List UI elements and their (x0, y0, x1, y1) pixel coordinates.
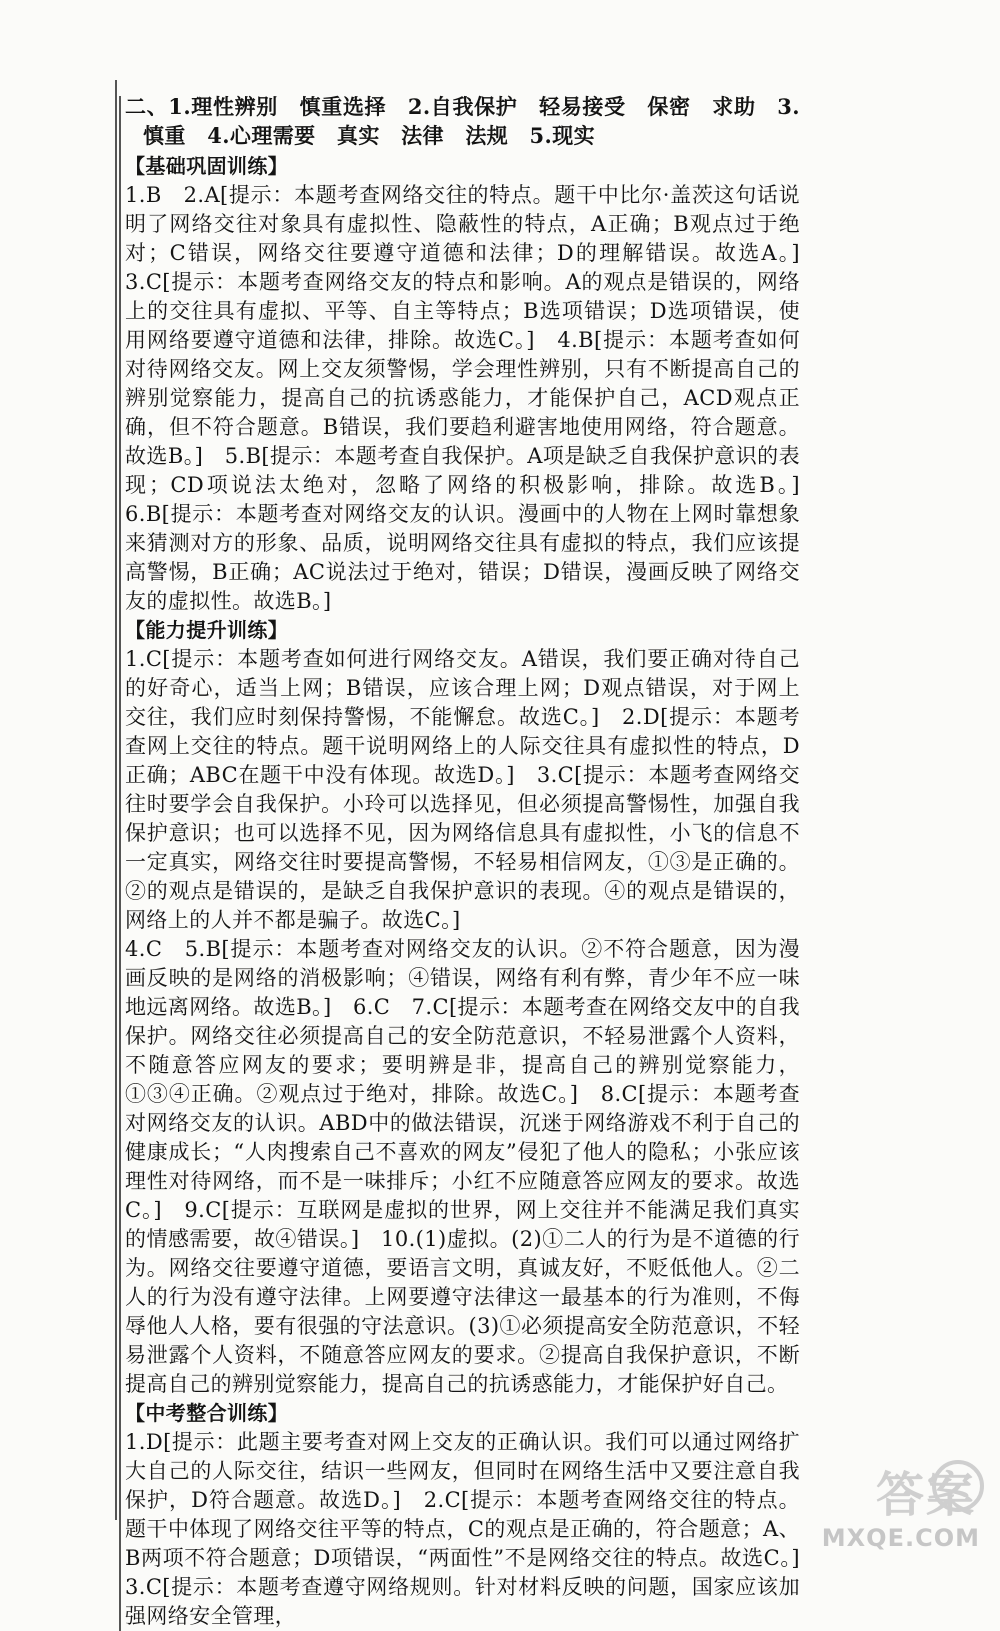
section-title-ability: 【能力提升训练】 (125, 618, 289, 642)
watermark-url: MXQE.COM (821, 1524, 980, 1552)
section-ability-paragraph-1: 1.C[提示：本题考查如何进行网络交友。A错误，我们要正确对待自己的好奇心，适当上网；B错误，应该合理上网；D观点错误，对于网上交往，我们应时刻保持警惕，不能懈怠。故选C。] 2.D[提示：本题考查网上交往的特点。题干说明网络上的人际交往具有虚拟性的特点，D正确；ABC在题干中没有体现。故选D。] 3.C[提示：本题考查网络交往时要学会自我保护。小玲可以选择见，但必须提高警惕性，加强自我保护意识；也可以选择不见，因为网络信息具有虚拟性，小飞的信息不一定真实，网络交往时要提高警惕，不轻易相信网友，①③是正确的。②的观点是错误的，是缺乏自我保护意识的表现。④的观点是错误的，网络上的人并不都是骗子。故选C。] (125, 647, 800, 932)
answer-page (125, 92, 822, 1631)
section-exam-paragraph: 1.D[提示：此题主要考查对网上交友的正确认识。我们可以通过网络扩大自己的人际交往，结识一些网友，但同时在网络生活中又要注意自我保护，D符合题意。故选D。] 2.C[提示：本题考查网络交往的特点。题干中体现了网络交往平等的特点，C的观点是正确的，符合题意；A、B两项不符合题意；D项错误，“两面性”不是网络交往的特点。故选C。] 3.C[提示：本题考查遵守网络规则。针对材料反映的问题，国家应该加强网络安全管理， (125, 1430, 822, 1628)
watermark-logo (821, 1456, 986, 1552)
section-basic-paragraph: 1.B 2.A[提示：本题考查网络交往的特点。题干中比尔·盖茨这句话说明了网络交往对象具有虚拟性、隐蔽性的特点，A正确；B观点过于绝对；C错误，网络交往要遵守道德和法律；D的理解错误。故选A。] 3.C[提示：本题考查网络交友的特点和影响。A的观点是错误的，网络上的交往具有虚拟、平等、自主等特点；B选项错误；D选项错误，使用网络要遵守道德和法律，排除。故选C。] 4.B[提示：本题考查如何对待网络交友。网上交友须警惕，学会理性辨别，只有不断提高自己的辨别觉察能力，提高自己的抗诱惑能力，才能保护自己，ACD观点正确，但不符合题意。B错误，我们要趋利避害地使用网络，符合题意。故选B。] 5.B[提示：本题考查自我保护。A项是缺乏自我保护意识的表现；CD项说法太绝对，忽略了网络的积极影响，排除。故选B。] 6.B[提示：本题考查对网络交友的认识。漫画中的人物在上网时靠想象来猜测对方的形象、品质，说明网络交往具有虚拟的特点，我们应该提高警惕，B正确；AC说法过于绝对，错误；D错误，漫画反映了网络交友的虚拟性。故选B。] (125, 183, 822, 613)
section-title-basic: 【基础巩固训练】 (125, 154, 289, 178)
section-basic (125, 152, 822, 616)
section-title-exam: 【中考整合训练】 (125, 1401, 289, 1425)
intro-answers: 二、1.理性辨别 慎重选择 2.自我保护 轻易接受 保密 求助 3.慎重 4.心理需要 真实 法律 法规 5.现实 (125, 94, 800, 148)
watermark-main: 答案 (875, 1467, 976, 1523)
section-ability-paragraph-2: 4.C 5.B[提示：本题考查对网络交友的认识。②不符合题意，因为漫画反映的是网络的消极影响；④错误，网络有利有弊，青少年不应一味地远离网络。故选B。] 6.C 7.C[提示：本题考查在网络交友中的自我保护。网络交往必须提高自己的安全防范意识，不轻易泄露个人资料，不随意答应网友的要求；要明辨是非，提高自己的辨别觉察能力，①③④正确。②观点过于绝对，排除。故选C。] 8.C[提示：本题考查对网络交友的认识。ABD中的做法错误，沉迷于网络游戏不利于自己的健康成长；“人肉搜索自己不喜欢的网友”侵犯了他人的隐私；小张应该理性对待网络，而不是一味排斥；小红不应随意答应网友的要求。故选C。] 9.C[提示：互联网是虚拟的世界，网上交往并不能满足我们真实的情感需要，故④错误。] 10.(1)虚拟。(2)①二人的行为是不道德的行为。网络交往要遵守道德，要语言文明，真诚友好，不贬低他人。②二人的行为没有遵守法律。上网要遵守法律这一最基本的行为准则，不侮辱他人人格，要有很强的守法意识。(3)①必须提高安全防范意识，不轻易泄露个人资料，不随意答应网友的要求。②提高自我保护意识，不断提高自己的辨别觉察能力，提高自己的抗诱惑能力，才能保护好自己。 (125, 937, 800, 1396)
section-ability (125, 616, 800, 1399)
margin-rule (115, 80, 117, 1520)
section-exam (125, 1399, 822, 1631)
